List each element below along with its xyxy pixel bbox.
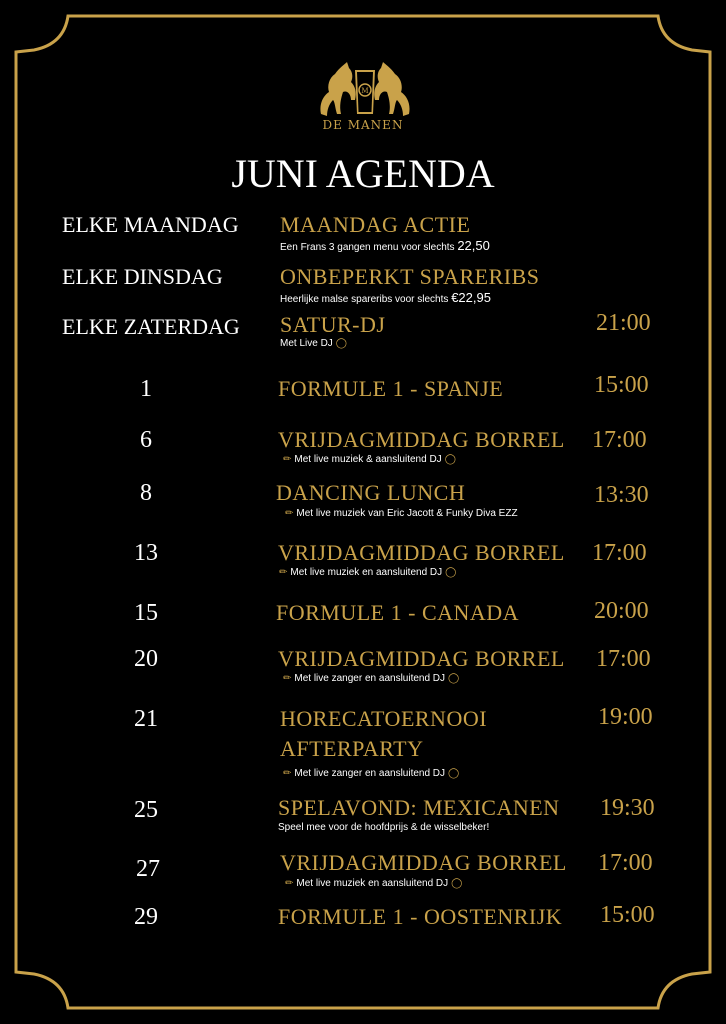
microphone-icon: ✏ bbox=[283, 454, 292, 465]
event-day: 25 bbox=[134, 797, 158, 823]
event-subtitle: Speel mee voor de hoofdprijs & de wisselbeker! bbox=[278, 822, 490, 833]
event-day: 27 bbox=[136, 856, 160, 882]
headphones-icon: ◯ bbox=[448, 768, 460, 779]
headphones-icon: ◯ bbox=[448, 673, 460, 684]
event-time: 13:30 bbox=[594, 482, 649, 508]
event-subtitle: ✏ Met live muziek & aansluitend DJ ◯ bbox=[283, 454, 456, 465]
event-day: 6 bbox=[140, 427, 152, 453]
microphone-icon: ✏ bbox=[283, 768, 292, 779]
event-subtitle: Heerlijke malse spareribs voor slechts €22,95 bbox=[280, 290, 491, 305]
event-day: 21 bbox=[134, 706, 158, 732]
headphones-icon: ◯ bbox=[451, 878, 463, 889]
event-subtitle: ✏ Met live muziek en aansluitend DJ ◯ bbox=[285, 878, 463, 889]
event-title: SPELAVOND: MEXICANEN bbox=[278, 795, 560, 820]
event-title: FORMULE 1 - SPANJE bbox=[278, 376, 504, 401]
event-time: 15:00 bbox=[600, 902, 655, 928]
event-title: FORMULE 1 - CANADA bbox=[276, 600, 520, 625]
page-title: JUNI AGENDA bbox=[231, 151, 495, 196]
microphone-icon: ✏ bbox=[283, 673, 292, 684]
headphones-icon: ◯ bbox=[445, 567, 457, 578]
recurring-label: ELKE ZATERDAG bbox=[62, 314, 240, 339]
event-time: 19:30 bbox=[600, 795, 655, 821]
event-day: 20 bbox=[134, 646, 158, 672]
event-title: ONBEPERKT SPARERIBS bbox=[280, 264, 540, 289]
event-time: 21:00 bbox=[596, 310, 651, 336]
microphone-icon: ✏ bbox=[285, 878, 294, 889]
event-price: 22,50 bbox=[457, 238, 490, 253]
event-day: 13 bbox=[134, 540, 158, 566]
event-price: €22,95 bbox=[451, 290, 491, 305]
event-time: 17:00 bbox=[592, 540, 647, 566]
event-title: HORECATOERNOOI bbox=[280, 706, 488, 731]
event-title: DANCING LUNCH bbox=[276, 480, 466, 505]
event-title: VRIJDAGMIDDAG BORREL bbox=[278, 540, 565, 565]
event-time: 20:00 bbox=[594, 598, 649, 624]
event-day: 29 bbox=[134, 904, 158, 930]
event-subtitle: ✏ Met live muziek en aansluitend DJ ◯ bbox=[279, 567, 457, 578]
event-day: 8 bbox=[140, 480, 152, 506]
microphone-icon: ✏ bbox=[285, 508, 294, 519]
recurring-label: ELKE MAANDAG bbox=[62, 212, 239, 237]
event-subtitle: ✏ Met live zanger en aansluitend DJ ◯ bbox=[283, 673, 460, 684]
event-title: MAANDAG ACTIE bbox=[280, 212, 471, 237]
svg-text:M: M bbox=[361, 87, 369, 95]
event-day: 15 bbox=[134, 600, 158, 626]
event-time: 19:00 bbox=[598, 704, 653, 730]
event-time: 17:00 bbox=[596, 646, 651, 672]
event-subtitle: ✏ Met live zanger en aansluitend DJ ◯ bbox=[283, 768, 460, 779]
event-day: 1 bbox=[140, 376, 152, 402]
event-title: VRIJDAGMIDDAG BORREL bbox=[278, 427, 565, 452]
event-time: 17:00 bbox=[592, 427, 647, 453]
event-subtitle: Met Live DJ ◯ bbox=[280, 338, 347, 349]
event-title: SATUR-DJ bbox=[280, 312, 386, 337]
headphones-icon: ◯ bbox=[335, 338, 347, 349]
event-time: 17:00 bbox=[598, 850, 653, 876]
brand-name: DE MANEN bbox=[322, 118, 404, 132]
event-subtitle: ✏ Met live muziek van Eric Jacott & Funky Diva EZZ bbox=[285, 508, 518, 519]
event-title: FORMULE 1 - OOSTENRIJK bbox=[278, 904, 563, 929]
event-title: VRIJDAGMIDDAG BORREL bbox=[280, 850, 567, 875]
event-title-line2: AFTERPARTY bbox=[280, 736, 424, 761]
event-subtitle: Een Frans 3 gangen menu voor slechts 22,50 bbox=[280, 238, 490, 253]
event-title: VRIJDAGMIDDAG BORREL bbox=[278, 646, 565, 671]
recurring-label: ELKE DINSDAG bbox=[62, 264, 223, 289]
headphones-icon: ◯ bbox=[444, 454, 456, 465]
event-time: 15:00 bbox=[594, 372, 649, 398]
microphone-icon: ✏ bbox=[279, 567, 288, 578]
